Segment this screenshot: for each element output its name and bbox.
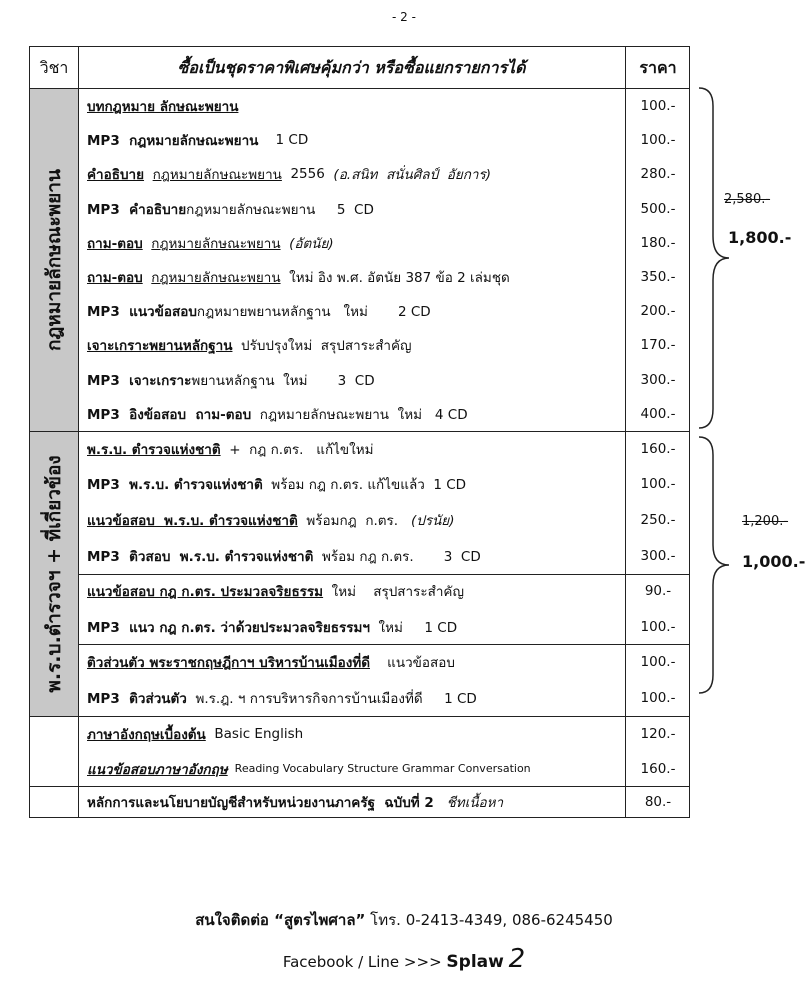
section-label-text: พ.ร.บ.ตำรวจฯ + ที่เกี่ยวข้อง	[43, 454, 65, 693]
item-text: MP3 อิงข้อสอบ ถาม-ตอบ	[87, 406, 252, 423]
item-text: เจาะเกราะพยานหลักฐาน	[87, 338, 233, 355]
item-row	[78, 226, 625, 260]
item-text: ชีทเนื้อหา	[433, 795, 504, 811]
social-label: Facebook / Line >>>	[282, 953, 447, 971]
item-price: 100.-	[640, 476, 676, 493]
item-text: (อ.สนิท สนั่นศิลป์ อัยการ)	[333, 167, 492, 184]
item-text: ใหม่ อิง พ.ศ. อัตนัย 387 ข้อ 2 เล่มชุด	[280, 270, 510, 287]
item-text: MP3 กฎหมายลักษณะพยาน	[87, 133, 259, 150]
item-text: MP3 ติวส่วนตัว	[87, 690, 187, 707]
brace-icon	[695, 86, 735, 431]
item-row	[78, 294, 625, 328]
item-text: แนวข้อสอบภาษาอังกฤษ	[87, 761, 228, 778]
item-row	[78, 157, 625, 191]
item-text: ถาม-ตอบ	[87, 270, 143, 287]
section-label-police	[30, 431, 78, 716]
item-price: 300.-	[640, 547, 676, 564]
item-text	[144, 166, 153, 182]
item-row	[78, 716, 625, 751]
item-text: พยานหลักฐาน ใหม่ 3 CD	[191, 372, 375, 389]
item-price: 100.-	[640, 618, 676, 635]
page-number: - 2 -	[392, 10, 416, 24]
item-row	[78, 363, 625, 397]
item-text: Reading Vocabulary Structure Grammar Conversation	[227, 762, 531, 775]
section-label-text: กฎหมายลักษณะพยาน	[43, 169, 65, 351]
item-price: 500.-	[640, 200, 676, 217]
item-row	[78, 467, 625, 503]
item-text: พร้อม กฎ ก.ตร. 3 CD	[313, 548, 481, 565]
social-line	[0, 944, 808, 974]
item-text: ภาษาอังกฤษเบื้องต้น	[87, 726, 206, 743]
item-text: หลักการและนโยบายบัญชีสำหรับหน่วยงานภาครัฐ ฉบับที่ 2	[87, 795, 434, 811]
item-text: ถาม-ตอบ	[87, 235, 143, 252]
item-text: + กฎ ก.ตร. แก้ไขใหม่	[220, 441, 374, 458]
item-text: บทกฎหมาย ลักษณะพยาน	[87, 99, 239, 116]
item-text: กฎหมายลักษณะพยาน 5 CD	[186, 201, 374, 218]
item-row	[78, 786, 625, 818]
item-row	[78, 431, 625, 467]
item-text: กฎหมายลักษณะพยาน	[152, 167, 282, 184]
item-text: ติวส่วนตัว พระราชกฤษฎีกาฯ บริหารบ้านเมืองที่ดี	[87, 655, 370, 672]
item-text: MP3 แนวข้อสอบ	[87, 304, 197, 321]
item-text: MP3 ติวสอบ พ.ร.บ. ตำรวจแห่งชาติ	[87, 548, 314, 565]
social-handle: Splaw	[446, 952, 504, 972]
item-price: 120.-	[640, 725, 676, 742]
item-price: 300.-	[640, 371, 676, 388]
item-row	[78, 609, 625, 645]
contact-line	[0, 908, 808, 932]
item-text: MP3 เจาะเกราะ	[87, 372, 192, 389]
item-row	[78, 328, 625, 362]
item-text: พ.ร.ฎ. ฯ การบริหารกิจการบ้านเมืองที่ดี 1 CD	[186, 690, 477, 707]
item-text: แนวข้อสอบ พ.ร.บ. ตำรวจแห่งชาติ	[87, 512, 298, 529]
item-row	[78, 573, 625, 609]
item-text: (ปรนัย)	[410, 512, 455, 529]
item-text: แนวข้อสอบ	[370, 655, 455, 672]
item-text: 2556	[281, 166, 334, 183]
item-text: MP3 แนว กฎ ก.ตร. ว่าด้วยประมวลจริยธรรมฯ	[87, 619, 370, 636]
item-text: กฎหมายลักษณะพยาน	[151, 235, 281, 252]
item-row	[78, 89, 625, 123]
item-row	[78, 397, 625, 431]
item-price: 350.-	[640, 269, 676, 286]
item-row	[78, 123, 625, 157]
header-subject: วิชา	[39, 58, 69, 77]
item-text: 1 CD	[258, 132, 309, 149]
item-text: พ.ร.บ. ตำรวจแห่งชาติ	[87, 441, 221, 458]
social-handle-number: 2	[508, 944, 526, 974]
header-title: ซื้อเป็นชุดราคาพิเศษคุ้มกว่า หรือซื้อแยกรายการได้	[177, 58, 526, 77]
item-price: 160.-	[640, 440, 676, 457]
item-price: 250.-	[640, 511, 676, 528]
item-text: Basic English	[205, 725, 304, 742]
section-label-evidence	[30, 89, 78, 431]
old-total-price: 2,580.-	[724, 192, 771, 207]
item-text	[143, 269, 152, 285]
item-row	[78, 538, 625, 574]
item-price: 170.-	[640, 337, 676, 354]
item-text: แนวข้อสอบ กฎ ก.ตร. ประมวลจริยธรรม	[87, 584, 324, 601]
item-row	[78, 502, 625, 538]
item-text: คำอธิบาย	[87, 167, 145, 184]
item-text: ใหม่ สรุปสาระสำคัญ	[323, 584, 464, 601]
item-text: กฎหมายลักษณะพยาน	[151, 270, 281, 287]
item-text: ปรับปรุงใหม่ สรุปสาระสำคัญ	[232, 338, 412, 355]
item-row	[78, 645, 625, 681]
item-text: ใหม่ 1 CD	[369, 619, 458, 636]
phone-numbers: โทร. 0-2413-4349, 086-6245450	[365, 911, 613, 929]
contact-label: สนใจติดต่อ “สูตรไพศาล”	[195, 911, 366, 929]
item-text: พร้อม กฎ ก.ตร. แก้ไขแล้ว 1 CD	[262, 477, 467, 494]
item-text: พร้อมกฎ ก.ตร.	[297, 512, 411, 529]
item-price: 280.-	[640, 166, 676, 183]
item-price: 160.-	[640, 760, 676, 777]
item-price: 80.-	[644, 794, 672, 810]
item-text: MP3 คำอธิบาย	[87, 201, 187, 218]
item-row	[78, 751, 625, 786]
item-price: 200.-	[640, 303, 676, 320]
old-total-price: 1,200.-	[742, 514, 789, 529]
brace-icon	[695, 435, 735, 697]
item-text: MP3 พ.ร.บ. ตำรวจแห่งชาติ	[87, 477, 263, 494]
price-table	[29, 46, 690, 818]
item-price: 100.-	[640, 654, 676, 671]
item-row	[78, 192, 625, 226]
item-text: กฎหมายพยานหลักฐาน ใหม่ 2 CD	[196, 304, 431, 321]
item-row	[78, 680, 625, 716]
bundle-price: 1,800.-	[728, 228, 792, 247]
item-price: 90.-	[644, 583, 672, 600]
item-price: 180.-	[640, 234, 676, 251]
item-price: 100.-	[640, 132, 676, 149]
item-price: 400.-	[640, 405, 676, 422]
bundle-price: 1,000.-	[742, 552, 806, 571]
item-text: (อัตนัย)	[289, 235, 334, 252]
item-text	[143, 235, 152, 251]
item-price: 100.-	[640, 98, 676, 115]
header-price: ราคา	[639, 58, 677, 77]
item-text: กฎหมายลักษณะพยาน ใหม่ 4 CD	[251, 406, 468, 423]
item-price: 100.-	[640, 689, 676, 706]
item-row	[78, 260, 625, 294]
item-text	[281, 235, 290, 251]
